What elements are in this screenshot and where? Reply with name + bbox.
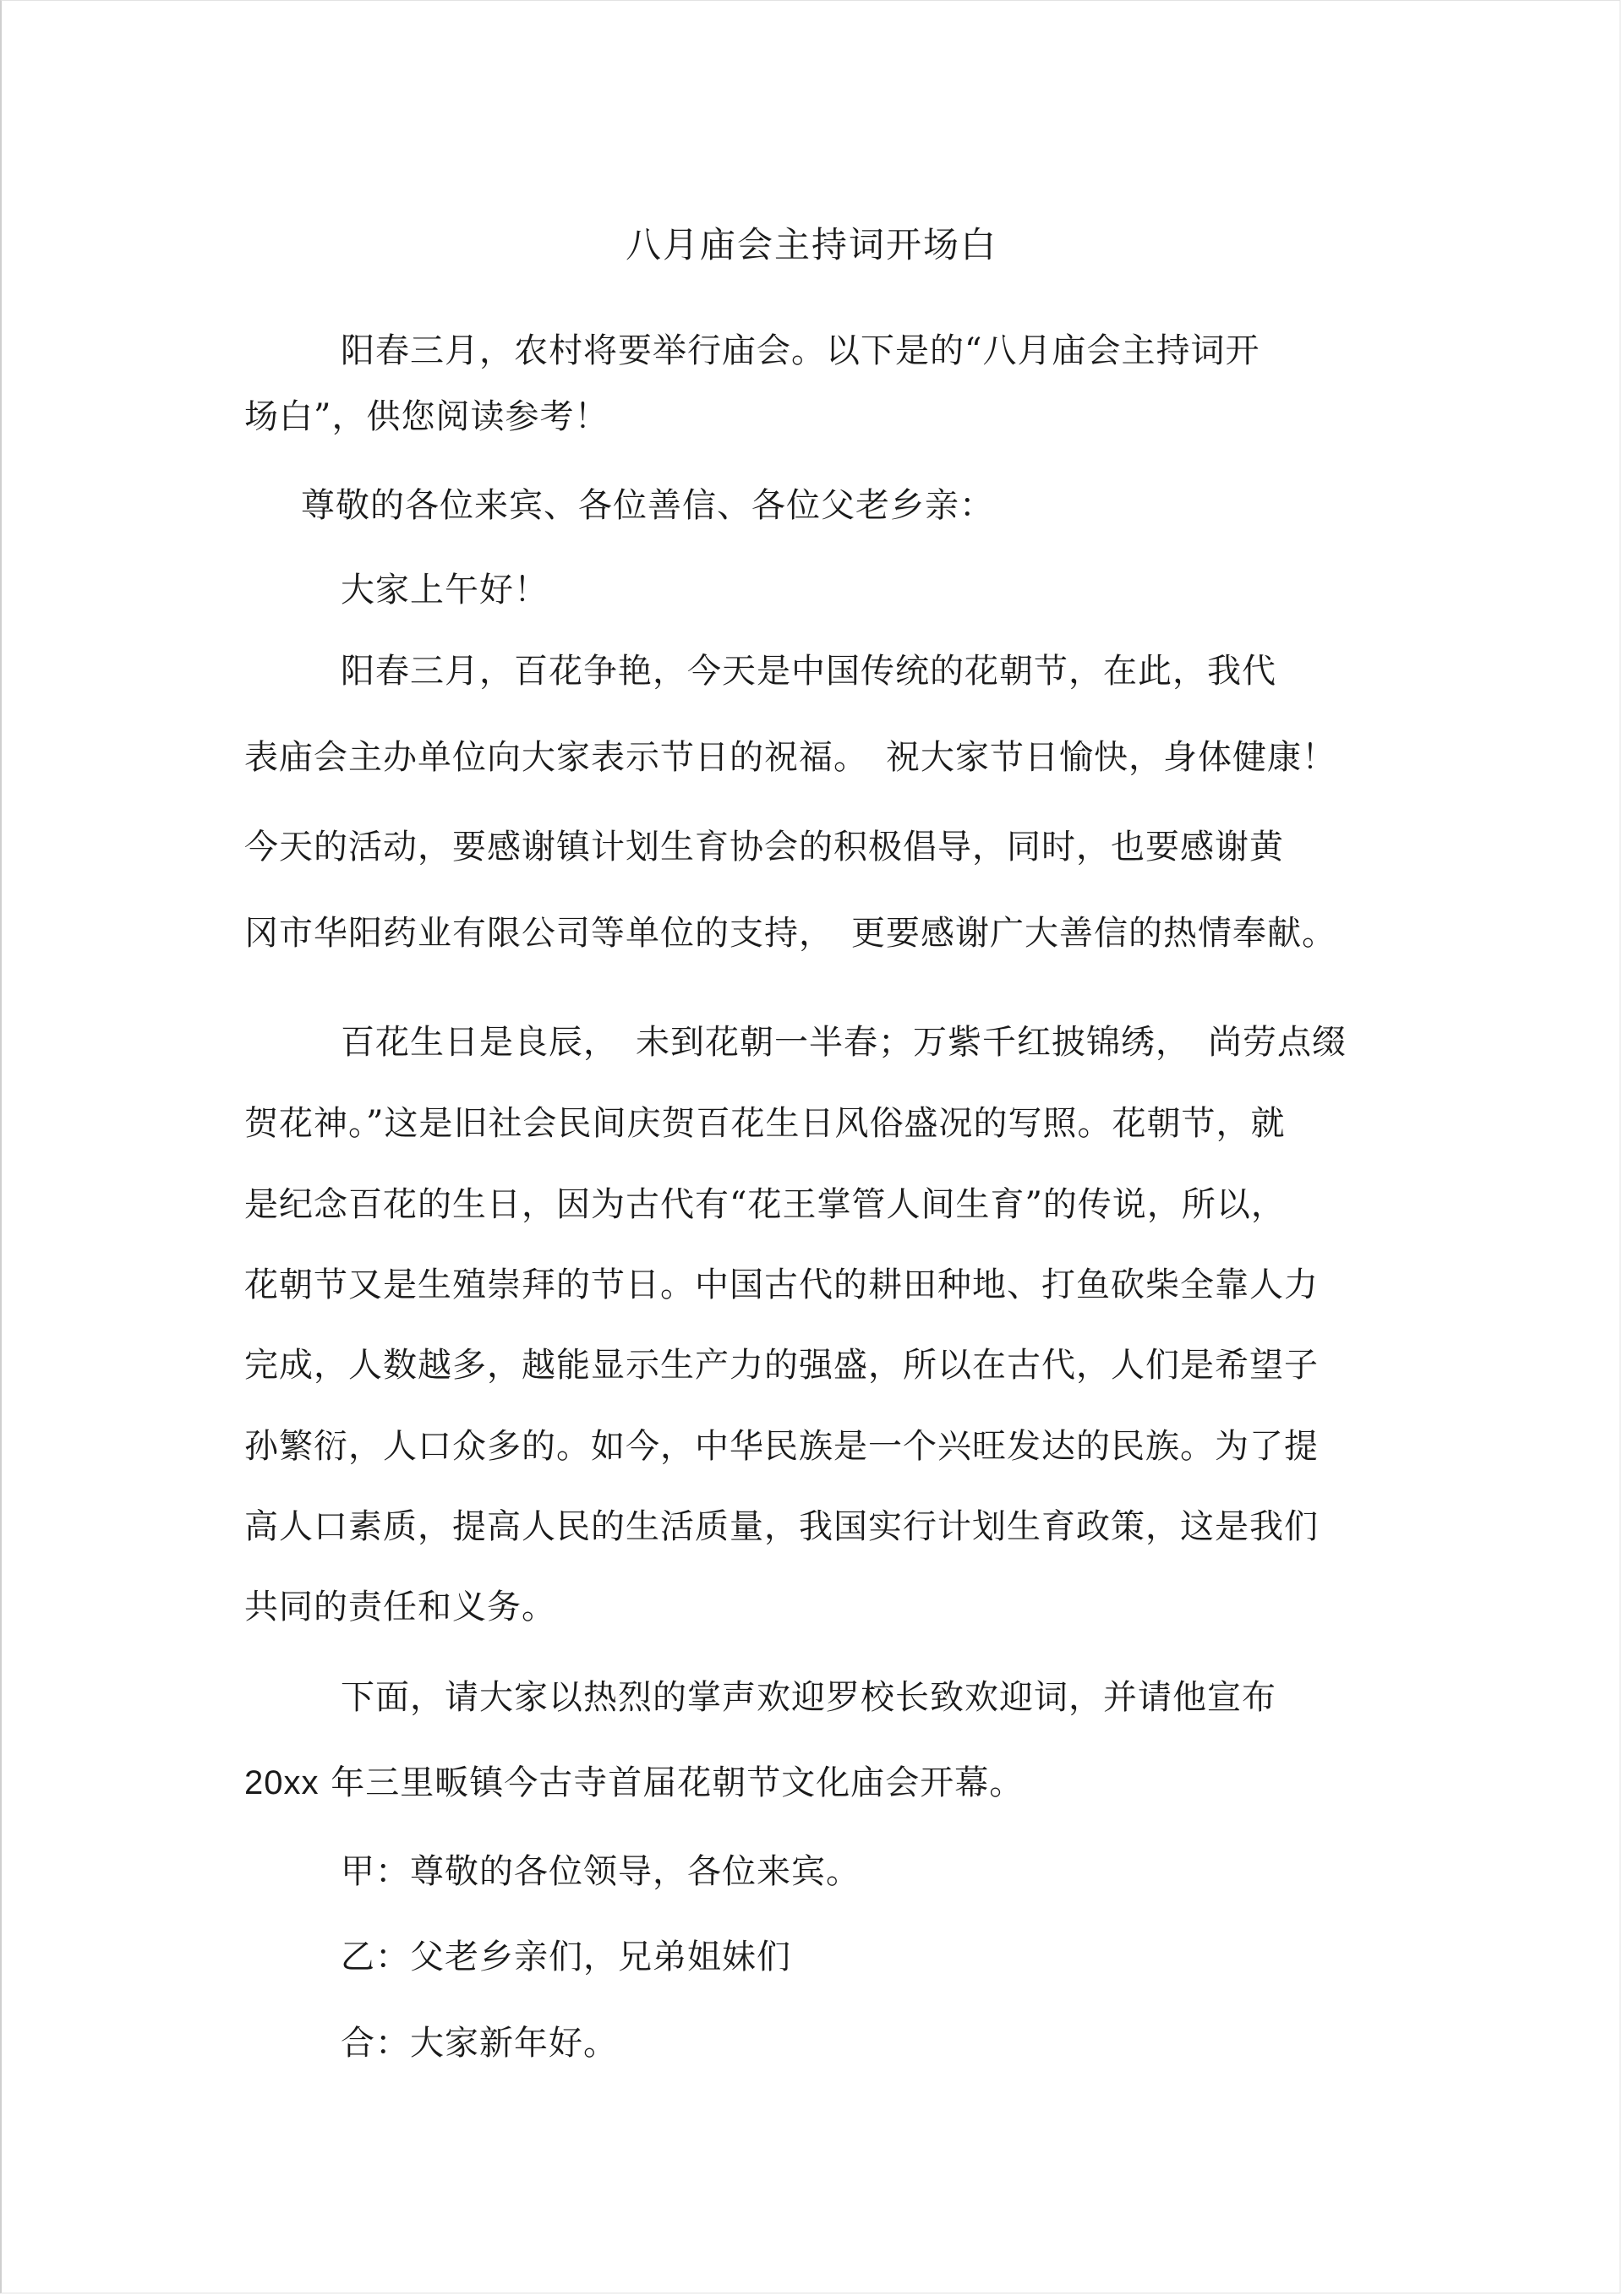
intro-line-2: 场白”，供您阅读参考！ [244,397,609,436]
paragraph2-line-5: 完成，人数越多，越能显示生产力的强盛，所以在古代，人们是希望子 [244,1346,1319,1385]
dialogue-line-1: 甲：尊敬的各位领导，各位来宾。 [341,1852,861,1891]
paragraph2-line-4: 花朝节又是生殖崇拜的节日。中国古代的耕田种地、打鱼砍柴全靠人力 [244,1266,1319,1304]
paragraph2-line-1: 百花生日是良辰， 未到花朝一半春；万紫千红披锦绣， 尚劳点缀 [341,1023,1347,1062]
paragraph2-line-8: 共同的责任和义务。 [244,1588,556,1626]
paragraph2-line-3: 是纪念百花的生日，因为古代有“花王掌管人间生育”的传说，所以， [244,1185,1286,1224]
paragraph2-line-2: 贺花神。”这是旧社会民间庆贺百花生日风俗盛况的写照。花朝节，就 [244,1104,1286,1143]
dialogue-line-3: 合：大家新年好。 [341,2024,618,2063]
intro-line-1: 阳春三月，农村将要举行庙会。以下是的“八月庙会主持词开 [341,331,1260,370]
greeting: 大家上午好！ [341,571,549,610]
paragraph3-line-2-rest: 年三里畈镇今古寺首届花朝节文化庙会开幕。 [319,1763,1025,1802]
paragraph2-line-6: 孙繁衍，人口众多的。如今，中华民族是一个兴旺发达的民族。为了提 [244,1427,1319,1466]
paragraph3-line-1: 下面，请大家以热烈的掌声欢迎罗校长致欢迎词，并请他宣布 [341,1678,1276,1717]
year-text: 20xx [244,1764,320,1801]
salutation: 尊敬的各位来宾、各位善信、各位父老乡亲： [301,486,994,525]
paragraph1-line-1: 阳春三月，百花争艳，今天是中国传统的花朝节，在此，我代 [341,652,1276,691]
document-title: 八月庙会主持词开场白 [625,224,997,265]
paragraph3-line-2 [244,1756,1024,1804]
paragraph2-line-7: 高人口素质，提高人民的生活质量，我国实行计划生育政策，这是我们 [244,1507,1319,1546]
paragraph1-line-4: 冈市华阳药业有限公司等单位的支持， 更要感谢广大善信的热情奉献。 [244,914,1336,953]
paragraph1-line-2: 表庙会主办单位向大家表示节日的祝福。 祝大家节日愉快，身体健康！ [244,738,1336,777]
dialogue-line-2: 乙：父老乡亲们，兄弟姐妹们 [341,1938,791,1976]
paragraph1-line-3: 今天的活动，要感谢镇计划生育协会的积极倡导，同时，也要感谢黄 [244,828,1284,866]
